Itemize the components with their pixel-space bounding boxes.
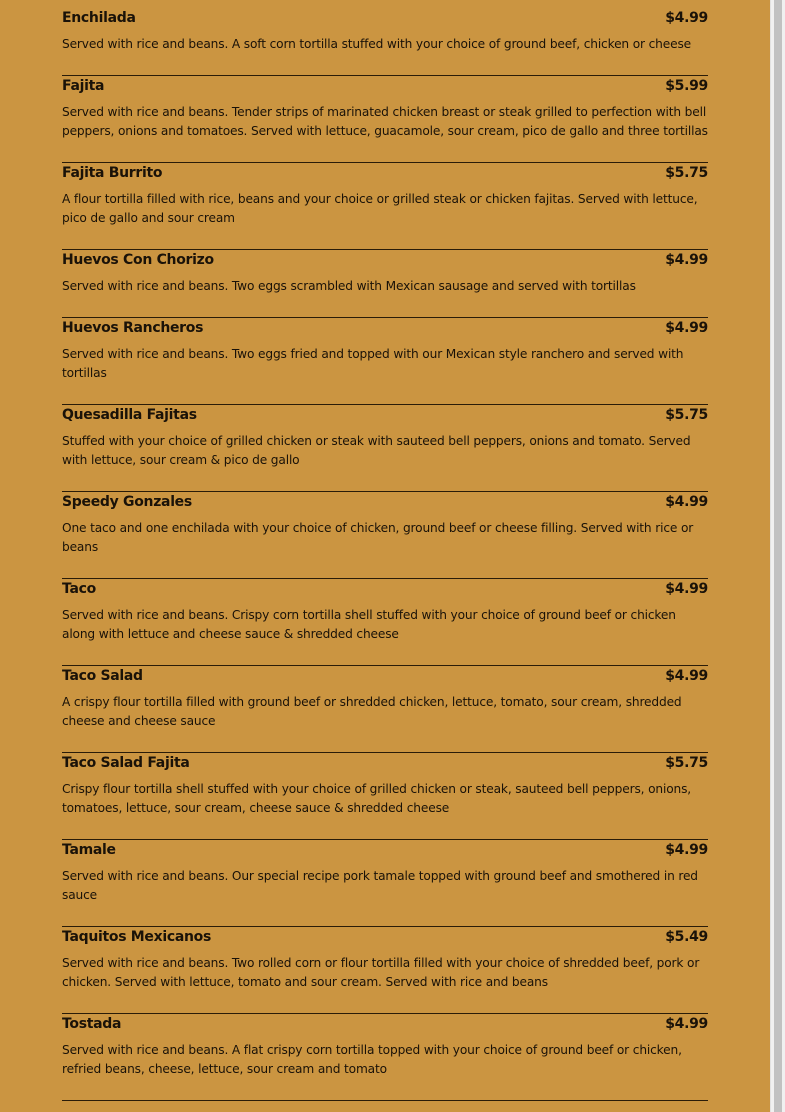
menu-item-tostada: [62, 1014, 708, 1101]
menu-item-taco: [62, 579, 708, 666]
menu-item-header: [62, 1014, 708, 1034]
menu-item-name: Taco: [62, 581, 96, 597]
menu-item-description: Served with rice and beans. Crispy corn tortilla shell stuffed with your choice of ground beef or chicken along with lettuce and cheese sauce & shredded cheese: [62, 608, 676, 641]
menu-item-header: [62, 76, 708, 96]
menu-item-name: Huevos Con Chorizo: [62, 252, 214, 268]
menu-item-quesadilla-fajitas: [62, 405, 708, 492]
menu-item-description: Served with rice and beans. Two eggs fried and topped with our Mexican style ranchero and served with tortillas: [62, 347, 684, 380]
menu-item-name: Speedy Gonzales: [62, 494, 192, 510]
menu-item-header: [62, 405, 708, 425]
menu-item-header: [62, 250, 708, 270]
menu-item-description: A crispy flour tortilla filled with ground beef or shredded chicken, lettuce, tomato, sour cream, shredded cheese and cheese sauce: [62, 695, 682, 728]
menu-item-huevos-rancheros: [62, 318, 708, 405]
menu-item-description: Served with rice and beans. Two rolled corn or flour tortilla filled with your choice of shredded beef, pork or chicken. Served with lettuce, tomato and sour cream. Served with rice and beans: [62, 956, 700, 989]
vertical-scrollbar[interactable]: [770, 0, 785, 1112]
menu-item-tamale: [62, 840, 708, 927]
menu-item-name: Huevos Rancheros: [62, 320, 204, 336]
menu-item-huevos-con-chorizo: [62, 250, 708, 318]
menu-item-price: $4.99: [665, 10, 708, 26]
menu-item-name: Tamale: [62, 842, 116, 858]
menu-item-price: $5.99: [665, 78, 708, 94]
menu-item-taquitos-mexicanos: [62, 927, 708, 1014]
menu-item-description: Served with rice and beans. A soft corn tortilla stuffed with your choice of ground beef, chicken or cheese: [62, 37, 691, 51]
menu-item-header: [62, 8, 708, 28]
menu-item-description: A flour tortilla filled with rice, beans and your choice or grilled steak or chicken fajitas. Served with lettuce, pico de gallo and sour cream: [62, 192, 698, 225]
menu-item-price: $4.99: [665, 494, 708, 510]
menu-item-description: Served with rice and beans. A flat crispy corn tortilla topped with your choice of ground beef or chicken, refried beans, cheese, lettuce, sour cream and tomato: [62, 1043, 682, 1076]
menu-item-enchilada: [62, 8, 708, 76]
menu-item-name: Quesadilla Fajitas: [62, 407, 197, 423]
menu-item-price: $4.99: [665, 668, 708, 684]
menu-item-header: [62, 753, 708, 773]
menu-item-fajita: [62, 76, 708, 163]
menu-item-name: Enchilada: [62, 10, 136, 26]
menu-item-name: Taco Salad: [62, 668, 143, 684]
menu-item-name: Taco Salad Fajita: [62, 755, 190, 771]
menu-item-header: [62, 163, 708, 183]
menu-item-speedy-gonzales: [62, 492, 708, 579]
scrollbar-thumb[interactable]: [774, 0, 782, 1112]
menu-item-price: $5.49: [665, 929, 708, 945]
menu-item-price: $4.99: [665, 581, 708, 597]
menu-item-price: $4.99: [665, 252, 708, 268]
menu-item-description: Crispy flour tortilla shell stuffed with your choice of grilled chicken or steak, sauteed bell peppers, onions, tomatoes, lettuce, sour cream, cheese sauce & shredded cheese: [62, 782, 692, 815]
menu-item-header: [62, 840, 708, 860]
menu-item-header: [62, 927, 708, 947]
menu-item-taco-salad-fajita: [62, 753, 708, 840]
menu-item-name: Taquitos Mexicanos: [62, 929, 212, 945]
menu-item-description: Served with rice and beans. Our special recipe pork tamale topped with ground beef and smothered in red sauce: [62, 869, 698, 902]
menu-item-taco-salad: [62, 666, 708, 753]
menu-item-header: [62, 318, 708, 338]
menu-item-fajita-burrito: [62, 163, 708, 250]
menu-item-price: $4.99: [665, 320, 708, 336]
menu-item-header: [62, 579, 708, 599]
menu-item-name: Tostada: [62, 1016, 122, 1032]
menu-item-header: [62, 492, 708, 512]
menu-item-description: Stuffed with your choice of grilled chicken or steak with sauteed bell peppers, onions and tomato. Served with lettuce, sour cream & pico de gallo: [62, 434, 691, 467]
menu-item-header: [62, 666, 708, 686]
menu-list: [62, 8, 708, 1101]
menu-item-price: $5.75: [665, 755, 708, 771]
menu-item-name: Fajita Burrito: [62, 165, 163, 181]
menu-item-description: Served with rice and beans. Tender strips of marinated chicken breast or steak grilled to perfection with bell peppers, onions and tomatoes. Served with lettuce, guacamole, sour cream, pico de gallo and three tortillas: [62, 105, 708, 138]
menu-item-price: $5.75: [665, 165, 708, 181]
menu-item-price: $4.99: [665, 842, 708, 858]
menu-item-name: Fajita: [62, 78, 105, 94]
menu-item-description: Served with rice and beans. Two eggs scrambled with Mexican sausage and served with tortillas: [62, 279, 636, 293]
menu-item-description: One taco and one enchilada with your choice of chicken, ground beef or cheese filling. Served with rice or beans: [62, 521, 694, 554]
menu-item-price: $5.75: [665, 407, 708, 423]
menu-item-price: $4.99: [665, 1016, 708, 1032]
